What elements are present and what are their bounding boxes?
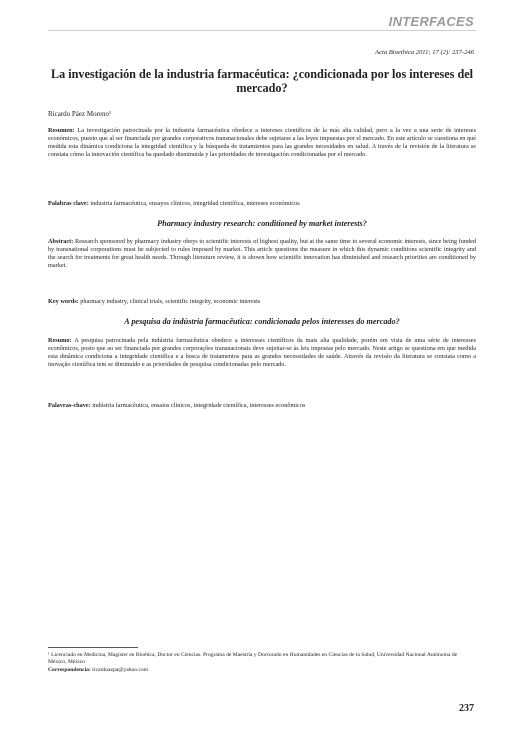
portuguese-heading: A pesquisa da indústria farmacêutica: condicionada pelos interesses do mercado? bbox=[124, 317, 400, 326]
spanish-keywords-label: Palabras clave: bbox=[48, 200, 89, 207]
english-heading: Pharmacy industry research: conditioned by market interests? bbox=[157, 219, 367, 228]
spanish-keywords bbox=[48, 200, 476, 208]
english-abstract-label: Abstract: bbox=[48, 238, 74, 245]
english-keywords-label: Key words: bbox=[48, 298, 79, 305]
english-keywords bbox=[48, 298, 476, 306]
author-name: Ricardo Páez Moreno¹ bbox=[48, 110, 112, 118]
footnote-text: ¹ Licenciado en Medicina, Magíster en Bioética, Doctor en Ciencias. Programa de Maestría y Doctorado en Humanidades en Ciencias de la Salud, Universidad Nacional Autónoma de México, México bbox=[48, 652, 458, 666]
section-tag: INTERFACES bbox=[388, 14, 474, 29]
spanish-keywords-text: industria farmacéutica, ensayos clínicos, integridad científica, intereses económicos bbox=[90, 200, 300, 207]
portuguese-keywords-label: Palavras-chave: bbox=[48, 402, 91, 409]
correspondence-line bbox=[48, 667, 476, 674]
article-title: La investigación de la industria farmacéutica: ¿condicionada por los intereses del mercado? bbox=[50, 67, 474, 95]
page-number: 237 bbox=[459, 703, 474, 714]
portuguese-abstract bbox=[48, 337, 476, 369]
english-abstract bbox=[48, 238, 476, 270]
journal-citation: Acta Bioethica 2011; 17 (2): 237-246 bbox=[375, 49, 474, 56]
portuguese-abstract-label: Resumo: bbox=[48, 337, 72, 344]
header-rule bbox=[48, 30, 476, 31]
spanish-abstract-text: La investigación patrocinada por la industria farmacéutica obedece a intereses científicos de la más alta calidad, pero a la vez a una serie de intereses económicos, puesto que al ser financiada por grandes corporativos transnacionales debe sujetarse a las leyes impuestas por el mercado. En este artículo se cuestiona en qué medida esta dinámica condiciona la integridad científica y la búsqueda de tratamientos para las grandes necesidades en salud. A través de la revisión de la literatura se constata cómo la innovación científica ha quedado disminuida y las prioridades de investigación condicionadas por el mercado. bbox=[48, 127, 476, 159]
portuguese-abstract-text: A pesquisa patrocinada pela indústria farmacêutica obedece a interesses científicos da mais alta qualidade, porém em vista de uma série de interesses econômicos, posto que ao ser financiada por grandes corporações transnacionais deve sujeitar-se às leis impostas pelo mercado. Neste artigo se questiona em que medida esta dinâmica condiciona a integridade científica e a busca de tratamentos para as grandes necessidades de saúde. Através da revisão da literatura se constata como a inovação científica tem se diminuído e as prioridades de pesquisa condicionadas pelo mercado. bbox=[48, 337, 477, 369]
footnote-rule bbox=[48, 647, 138, 648]
portuguese-keywords-text: indústria farmacêutica, ensaios clínicos, integridade científica, interesses econômicos bbox=[92, 402, 306, 409]
footnote bbox=[48, 652, 476, 674]
correspondence-email: ricardoazpa@yahoo.com bbox=[92, 666, 149, 673]
correspondence-label: Correspondencia: bbox=[48, 666, 91, 673]
spanish-abstract-label: Resumen: bbox=[48, 127, 75, 134]
english-keywords-text: pharmacy industry, clinical trials, scientific integrity, economic interests bbox=[80, 298, 261, 305]
spanish-abstract bbox=[48, 127, 476, 159]
portuguese-keywords bbox=[48, 402, 476, 410]
english-abstract-text: Research sponsored by pharmacy industry obeys to scientific interests of highest quality, but at the same time to several economic interests, since being funded by transnational corporations must be subjected to rules imposed by market. This article questions the measure in which this dynamic conditions scientific integrity and the search for treatments for great health needs. Through literature review, it is shown how scientific innovation has diminished and research priorities are conditioned by market. bbox=[48, 238, 476, 270]
